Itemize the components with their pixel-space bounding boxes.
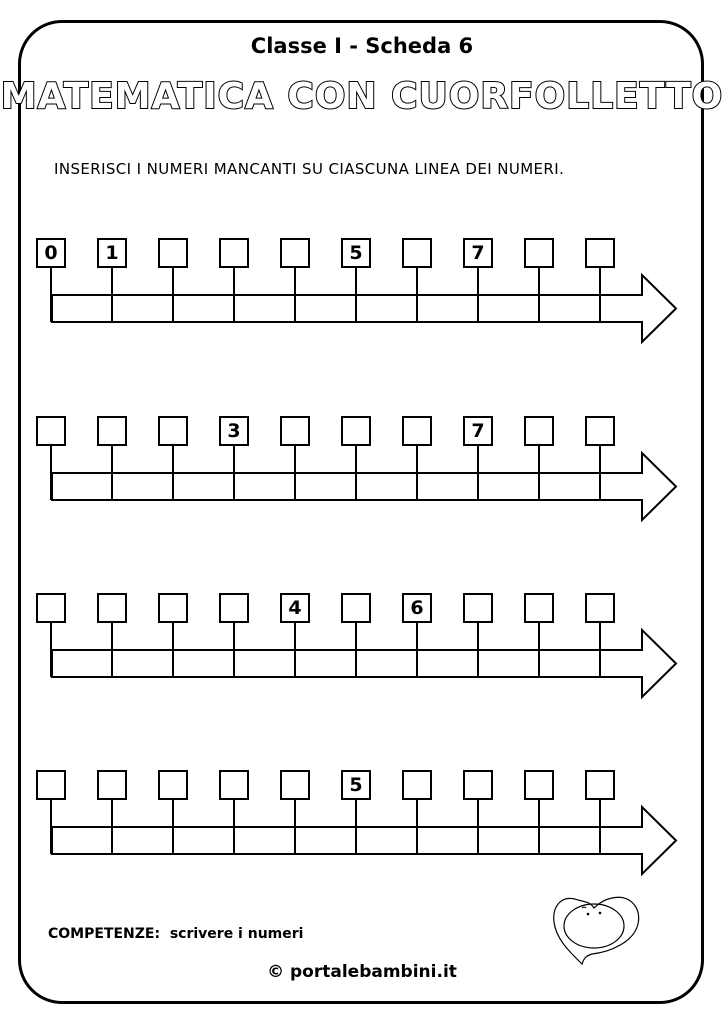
number-line bbox=[0, 414, 724, 534]
competenze-value: scrivere i numeri bbox=[169, 926, 304, 942]
number-box-filled: 7 bbox=[463, 238, 493, 268]
number-box-empty[interactable] bbox=[219, 238, 249, 268]
heart-mascot-icon bbox=[548, 888, 644, 972]
number-line bbox=[0, 768, 724, 888]
number-box-empty[interactable] bbox=[585, 238, 615, 268]
number-box-empty[interactable] bbox=[402, 770, 432, 800]
number-box-empty[interactable] bbox=[280, 238, 310, 268]
number-box-empty[interactable] bbox=[341, 416, 371, 446]
competenze-label: COMPETENZE: bbox=[48, 926, 161, 942]
number-box-empty[interactable] bbox=[36, 593, 66, 623]
footer-copyright: © portalebambini.it bbox=[267, 962, 457, 982]
number-box-empty[interactable] bbox=[97, 593, 127, 623]
number-box-empty[interactable] bbox=[219, 593, 249, 623]
number-box-filled: 7 bbox=[463, 416, 493, 446]
competenze-line bbox=[48, 926, 303, 942]
number-box-empty[interactable] bbox=[524, 416, 554, 446]
number-box-empty[interactable] bbox=[97, 416, 127, 446]
number-box-empty[interactable] bbox=[280, 770, 310, 800]
number-box-empty[interactable] bbox=[524, 593, 554, 623]
worksheet-title: MATEMATICA CON CUORFOLLETTO bbox=[0, 76, 724, 117]
number-box-empty[interactable] bbox=[158, 770, 188, 800]
number-box-filled: 3 bbox=[219, 416, 249, 446]
number-box-empty[interactable] bbox=[402, 238, 432, 268]
number-box-filled: 5 bbox=[341, 238, 371, 268]
number-box-empty[interactable] bbox=[280, 416, 310, 446]
number-box-empty[interactable] bbox=[97, 770, 127, 800]
worksheet-subtitle: Classe I - Scheda 6 bbox=[250, 34, 474, 58]
number-box-filled: 0 bbox=[36, 238, 66, 268]
number-box-empty[interactable] bbox=[158, 416, 188, 446]
number-box-empty[interactable] bbox=[585, 416, 615, 446]
number-box-empty[interactable] bbox=[463, 593, 493, 623]
number-box-empty[interactable] bbox=[402, 416, 432, 446]
number-box-empty[interactable] bbox=[36, 770, 66, 800]
number-box-empty[interactable] bbox=[219, 770, 249, 800]
number-box-filled: 4 bbox=[280, 593, 310, 623]
number-box-filled: 6 bbox=[402, 593, 432, 623]
number-line bbox=[0, 236, 724, 356]
number-box-empty[interactable] bbox=[36, 416, 66, 446]
instruction-text: INSERISCI I NUMERI MANCANTI SU CIASCUNA LINEA DEI NUMERI. bbox=[54, 160, 565, 178]
number-box-empty[interactable] bbox=[585, 593, 615, 623]
number-box-empty[interactable] bbox=[585, 770, 615, 800]
number-box-empty[interactable] bbox=[524, 238, 554, 268]
number-box-empty[interactable] bbox=[341, 593, 371, 623]
number-box-filled: 5 bbox=[341, 770, 371, 800]
number-box-empty[interactable] bbox=[158, 238, 188, 268]
number-line bbox=[0, 591, 724, 711]
number-box-empty[interactable] bbox=[524, 770, 554, 800]
number-box-empty[interactable] bbox=[158, 593, 188, 623]
number-box-empty[interactable] bbox=[463, 770, 493, 800]
number-box-filled: 1 bbox=[97, 238, 127, 268]
